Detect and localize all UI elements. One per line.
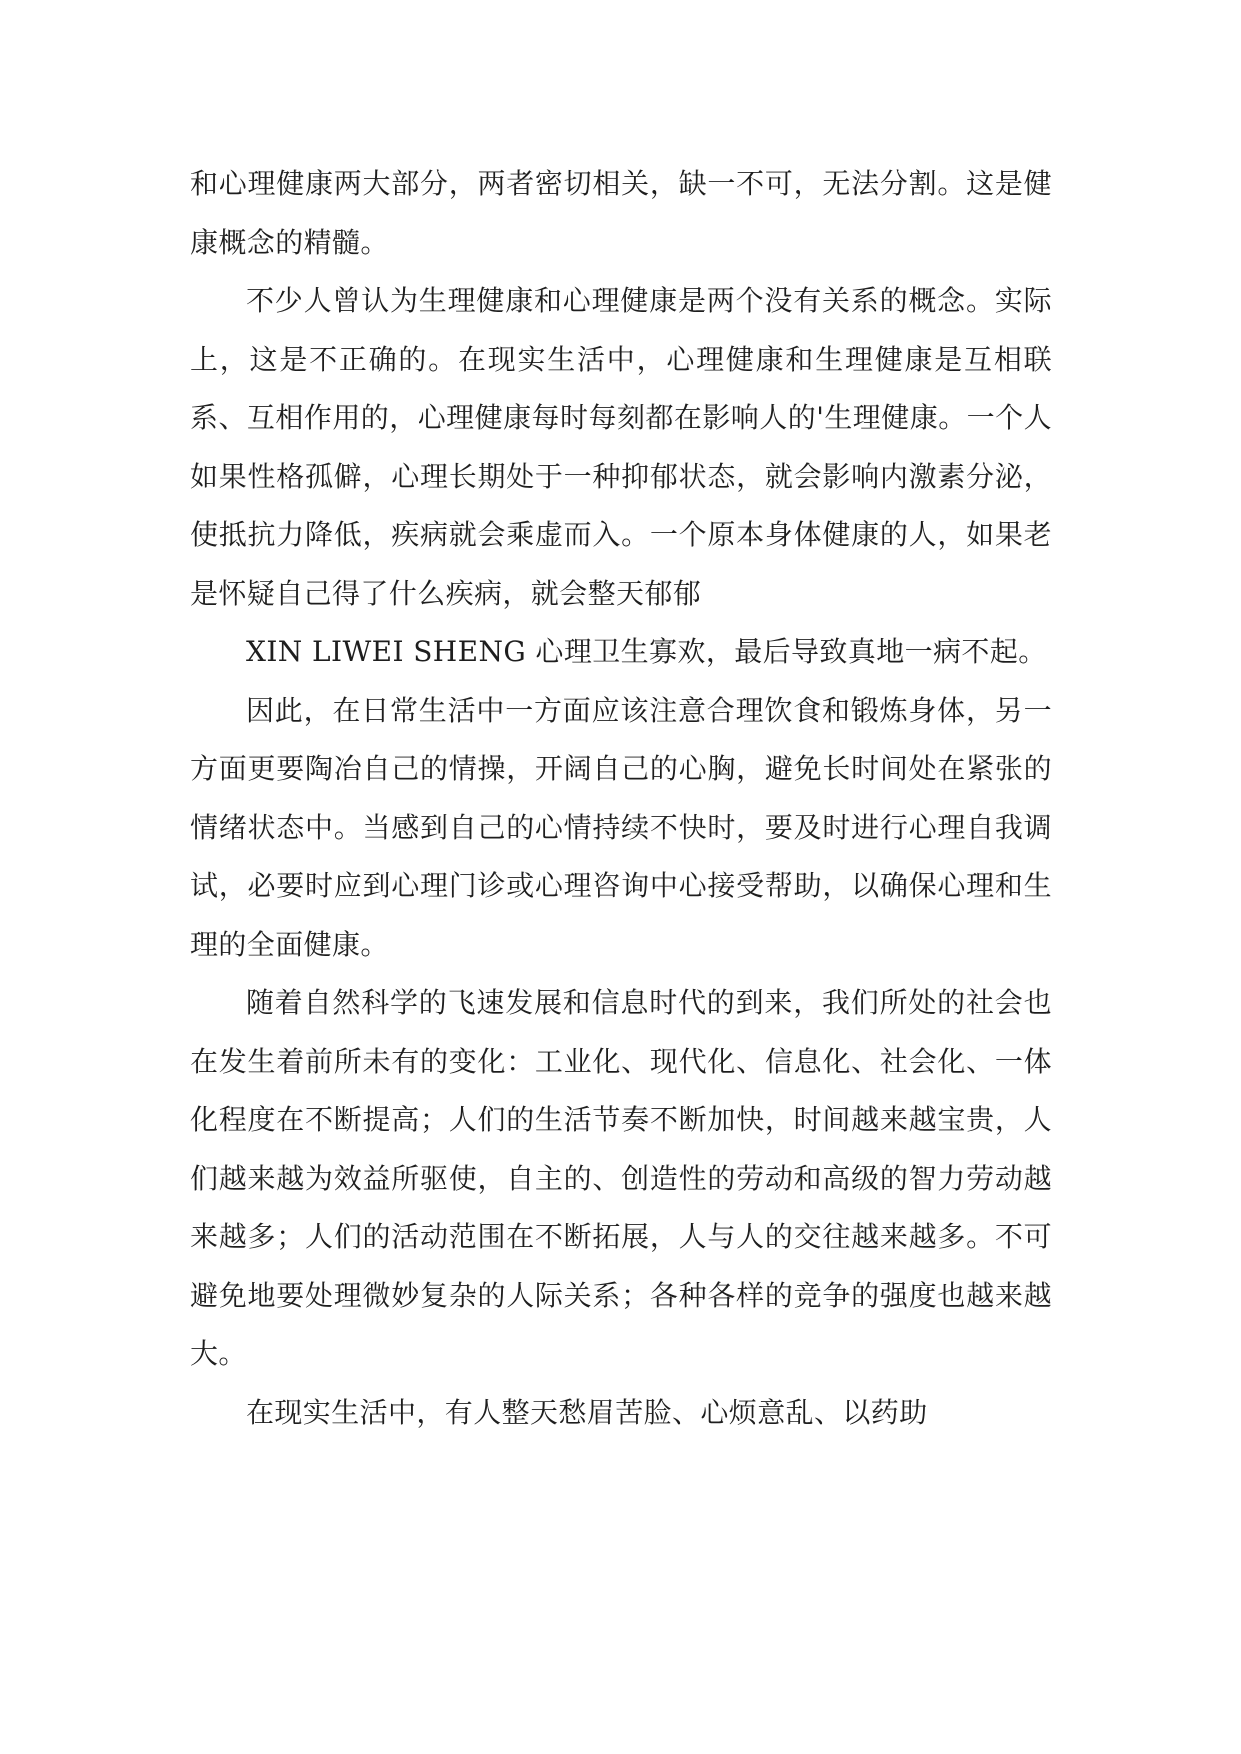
- paragraph-6: 在现实生活中，有人整天愁眉苦脸、心烦意乱、以药助: [246, 1395, 928, 1429]
- body-text: [190, 155, 1052, 1442]
- paragraph-3: XIN LIWEI SHENG 心理卫生寡欢，最后导致真地一病不起。: [246, 635, 1047, 668]
- paragraph-5: 随着自然科学的飞速发展和信息时代的到来，我们所处的社会也在发生着前所未有的变化：工业化、现代化、信息化、社会化、一体化程度在不断提高；人们的生活节奏不断加快，时间越来越宝贵，人们越来越为效益所驱使，自主的、创造性的劳动和高级的智力劳动越来越多；人们的活动范围在不断拓展，人与人的交往越来越多。不可避免地要处理微妙复杂的人际关系；各种各样的竞争的强度也越来越大。: [190, 986, 1052, 1370]
- paragraph-4: 因此，在日常生活中一方面应该注意合理饮食和锻炼身体，另一方面更要陶冶自己的情操，开阔自己的心胸，避免长时间处在紧张的情绪状态中。当感到自己的心情持续不快时，要及时进行心理自我调试，必要时应到心理门诊或心理咨询中心接受帮助，以确保心理和生理的全面健康。: [190, 693, 1052, 961]
- paragraph-2: 不少人曾认为生理健康和心理健康是两个没有关系的概念。实际上，这是不正确的。在现实生活中，心理健康和生理健康是互相联系、互相作用的，心理健康每时每刻都在影响人的'生理健康。一个人如果性格孤僻，心理长期处于一种抑郁状态，就会影响内激素分泌，使抵抗力降低，疾病就会乘虚而入。一个原本身体健康的人，如果老是怀疑自己得了什么疾病，就会整天郁郁: [190, 284, 1052, 610]
- paragraph-1: 和心理健康两大部分，两者密切相关，缺一不可，无法分割。这是健康概念的精髓。: [190, 167, 1052, 259]
